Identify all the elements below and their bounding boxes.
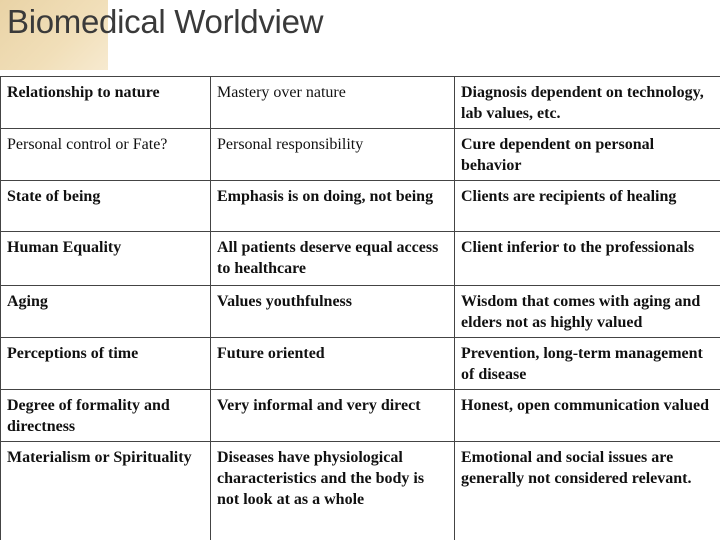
worldview-value: All patients deserve equal access to healthcare (211, 232, 455, 286)
table-row (1, 232, 720, 286)
row-label: Relationship to nature (1, 77, 211, 129)
row-label: Materialism or Spirituality (1, 442, 211, 540)
table-row (1, 129, 720, 181)
healthcare-implication: Clients are recipients of healing (455, 181, 720, 232)
worldview-value: Very informal and very direct (211, 390, 455, 442)
worldview-value: Future oriented (211, 338, 455, 390)
healthcare-implication: Client inferior to the professionals (455, 232, 720, 286)
healthcare-implication: Prevention, long-term management of disease (455, 338, 720, 390)
row-label: State of being (1, 181, 211, 232)
table-row (1, 286, 720, 338)
worldview-value: Mastery over nature (211, 77, 455, 129)
worldview-value: Values youthfulness (211, 286, 455, 338)
row-label: Aging (1, 286, 211, 338)
table-row (1, 338, 720, 390)
healthcare-implication: Cure dependent on personal behavior (455, 129, 720, 181)
worldview-value: Personal responsibility (211, 129, 455, 181)
healthcare-implication: Diagnosis dependent on technology, lab values, etc. (455, 77, 720, 129)
worldview-table (0, 76, 720, 540)
row-label: Human Equality (1, 232, 211, 286)
worldview-value: Diseases have physiological characteristics and the body is not look at as a whole (211, 442, 455, 540)
table-row (1, 442, 720, 540)
row-label: Perceptions of time (1, 338, 211, 390)
healthcare-implication: Wisdom that comes with aging and elders not as highly valued (455, 286, 720, 338)
healthcare-implication: Emotional and social issues are generally not considered relevant. (455, 442, 720, 540)
slide-title: Biomedical Worldview (7, 3, 324, 40)
table-row (1, 77, 720, 129)
healthcare-implication: Honest, open communication valued (455, 390, 720, 442)
worldview-value: Emphasis is on doing, not being (211, 181, 455, 232)
table-row (1, 390, 720, 442)
row-label: Personal control or Fate? (1, 129, 211, 181)
table-row (1, 181, 720, 232)
row-label: Degree of formality and directness (1, 390, 211, 442)
